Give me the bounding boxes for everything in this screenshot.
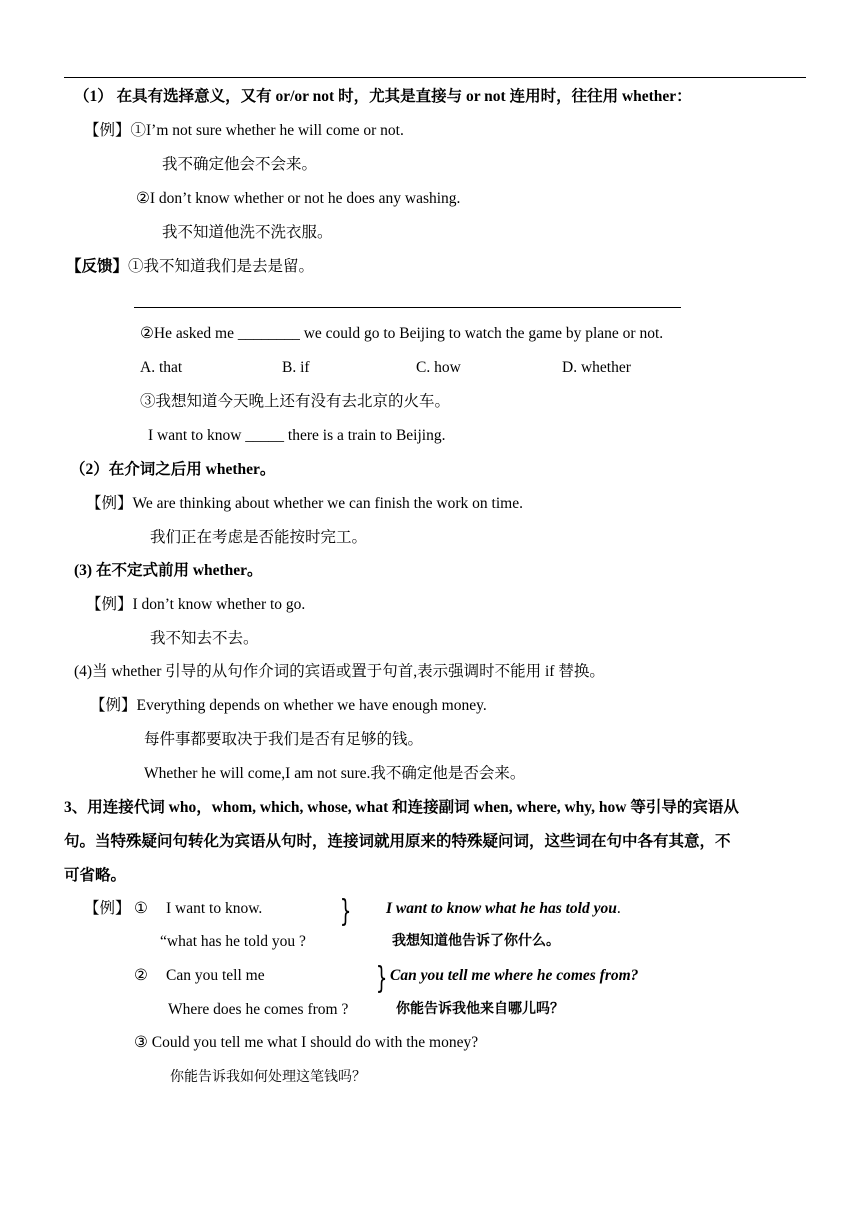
example-tag: 【例】 bbox=[90, 697, 137, 714]
option-d: D. whether bbox=[562, 359, 631, 376]
example-3-1-part-a: I want to know. bbox=[166, 900, 263, 917]
option-b: B. if bbox=[282, 359, 310, 376]
example-3-1-result-period: . bbox=[616, 900, 621, 917]
rule4-example bbox=[90, 696, 487, 716]
rule2-example-chinese: 我们正在考虑是否能按时完工。 bbox=[150, 529, 368, 546]
example-3-1-result-english: I want to know what he has told you bbox=[386, 900, 617, 917]
option-a: A. that bbox=[140, 359, 183, 376]
rule4-example-chinese: 每件事都要取决于我们是否有足够的钱。 bbox=[144, 731, 424, 748]
example-1-english: ①I’m not sure whether he will come or not. bbox=[130, 122, 404, 139]
example-3-3-chinese: 你能告诉我如何处理这笔钱吗？ bbox=[170, 1070, 366, 1085]
example-tag: 【例】 bbox=[84, 900, 131, 917]
example-number-2: ② bbox=[134, 967, 148, 984]
rule4-example-english: Everything depends on whether we have enough money. bbox=[136, 697, 487, 714]
rule3-example bbox=[86, 595, 305, 615]
rule4-heading: (4)当 whether 引导的从句作介词的宾语或置于句首,表示强调时不能用 if 替换。 bbox=[74, 663, 605, 680]
rule2-heading: （2）在介词之后用 whether。 bbox=[70, 461, 276, 478]
example-tag: 【例】 bbox=[86, 596, 133, 613]
example-tag: 【例】 bbox=[84, 122, 131, 139]
feedback-row-1 bbox=[66, 257, 314, 277]
feedback-question-3-english: I want to know _____ there is a train to Beijing. bbox=[148, 427, 446, 444]
section3-line-1: 3、用连接代词 who，whom, which, whose, what 和连接副词 when, where, why, how 等引导的宾语从 bbox=[64, 799, 739, 816]
rule4-extra-example: Whether he will come,I am not sure.我不确定他是否会来。 bbox=[144, 765, 526, 782]
section3-line-3: 可省略。 bbox=[64, 867, 127, 884]
brace-icon: } bbox=[375, 961, 388, 996]
example-3-3-english: ③ Could you tell me what I should do with the money? bbox=[134, 1034, 479, 1051]
rule1-heading: （1） 在具有选择意义，又有 or/or not 时，尤其是直接与 or not 连用时，往往用 whether： bbox=[74, 88, 692, 105]
rule3-example-english: I don’t know whether to go. bbox=[132, 596, 306, 613]
example-2-chinese: 我不知道他洗不洗衣服。 bbox=[162, 224, 333, 241]
brace-icon: } bbox=[339, 894, 352, 929]
example-3-2-part-b: Where does he comes from ? bbox=[168, 1001, 349, 1018]
feedback-question-3-chinese: ③我想知道今天晚上还有没有去北京的火车。 bbox=[140, 393, 451, 410]
section3-line-2: 句。当特殊疑问句转化为宾语从句时，连接词就用原来的特殊疑问词，这些词在句中各有其意，不 bbox=[64, 833, 731, 850]
feedback-tag: 【反馈】 bbox=[66, 258, 129, 275]
feedback-question-1: ①我不知道我们是去是留。 bbox=[128, 258, 315, 275]
answer-blank-line bbox=[134, 307, 681, 308]
example-3-1-part-b: “what has he told you ? bbox=[160, 933, 306, 950]
feedback-question-2: ②He asked me ________ we could go to Beijing to watch the game by plane or not. bbox=[140, 325, 664, 342]
example-3-1-result-chinese: 我想知道他告诉了你什么。 bbox=[392, 934, 560, 949]
example-3-2-result-chinese: 你能告诉我他来自哪儿吗？ bbox=[396, 1002, 564, 1017]
rule3-heading: (3) 在不定式前用 whether。 bbox=[74, 562, 263, 579]
example-3-1-result bbox=[386, 899, 621, 919]
example-number-1: ① bbox=[134, 900, 148, 917]
rule3-example-chinese: 我不知去不去。 bbox=[150, 630, 259, 647]
example-1-chinese: 我不确定他会不会来。 bbox=[162, 156, 318, 173]
example-3-2-result-english: Can you tell me where he comes from? bbox=[390, 967, 639, 984]
example-row-1 bbox=[84, 121, 404, 141]
example-3-2-part-a: Can you tell me bbox=[166, 967, 265, 984]
example-tag: 【例】 bbox=[86, 495, 133, 512]
example-2-english: ②I don’t know whether or not he does any washing. bbox=[136, 190, 461, 207]
rule2-example-english: We are thinking about whether we can finish the work on time. bbox=[132, 495, 523, 512]
option-c: C. how bbox=[416, 359, 461, 376]
header-rule bbox=[64, 77, 806, 78]
rule2-example bbox=[86, 494, 523, 514]
